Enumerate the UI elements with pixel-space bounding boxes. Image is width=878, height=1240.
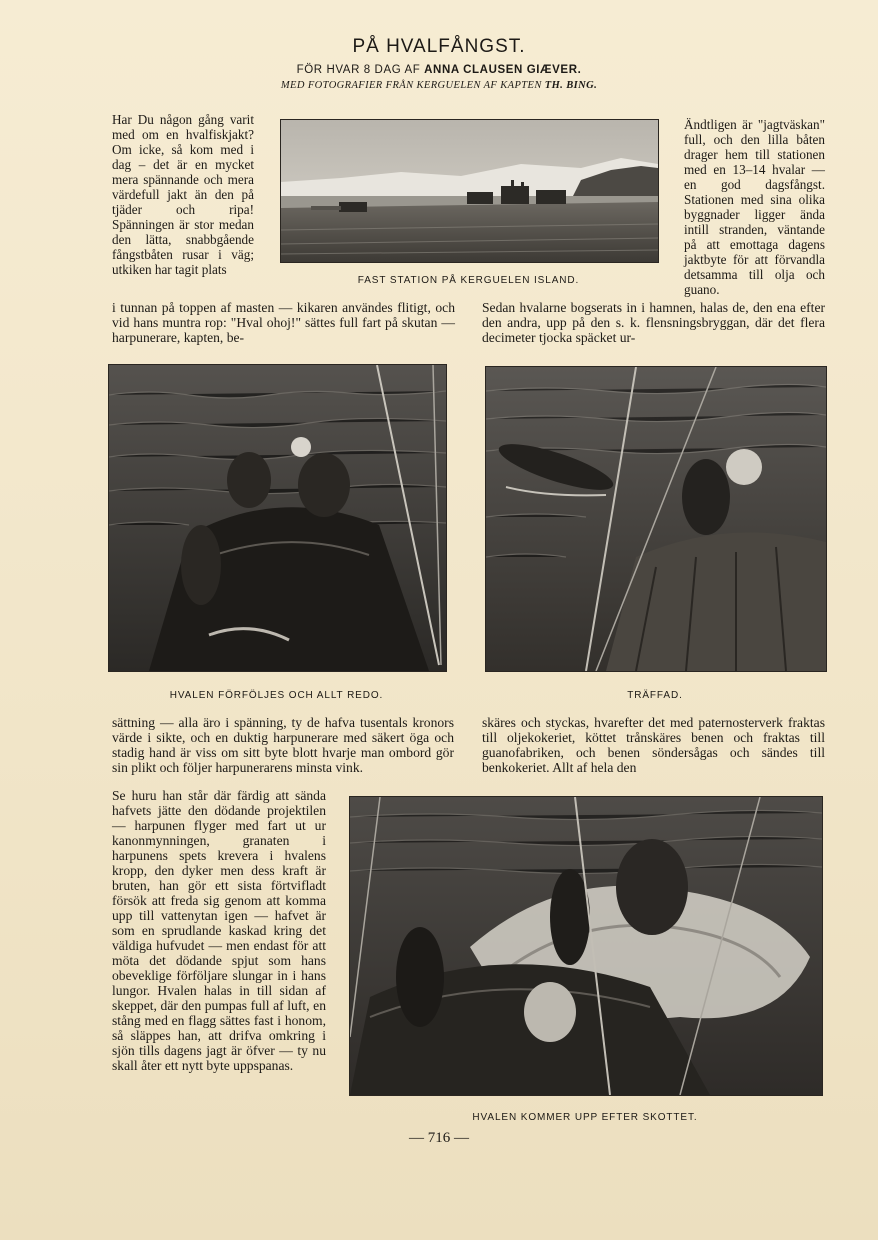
text-col-left-top: Har Du någon gång varit med om en hvalfiskjakt? Om icke, så kom med i dag – det är en mycket mera spännande och mera värdefull jakt än den på tjäder och ripa! Spänningen är stor medan den lätta, snabbgående fångstbåten rusar i väg; utkiken har tagit plats bbox=[112, 112, 254, 277]
article-title: PÅ HVALFÅNGST. bbox=[352, 36, 526, 57]
text-mid-right: skäres och styckas, hvarefter det med paternosterverk fraktas till oljekokeriet, köttet trånskäres benen och fraktas till guanofabriken, och benen söndersågas och sändes till benkokeriet. Allt af hela den bbox=[482, 715, 825, 775]
photo-pursuit bbox=[108, 364, 447, 672]
text-col-right-top: Ändtligen är "jagtväskan" full, och den lilla båten drager hem till stationen med en 13–14 hvalar — en god dagsfångst. Stationen med sina olika byggnader ligger ända intill stranden, väntande på att emottaga dagens jaktbyte för att förvandla detsamma till olja och guano. bbox=[684, 117, 825, 297]
caption-station: FAST STATION PÅ KERGUELEN ISLAND. bbox=[357, 275, 580, 286]
caption-hit: TRÄFFAD. bbox=[627, 690, 683, 701]
byline bbox=[0, 64, 878, 76]
byline-prefix: FÖR HVAR 8 DAG AF bbox=[296, 64, 425, 76]
photo-credit bbox=[0, 80, 878, 91]
text-bottom-left: Se huru han står där färdig att sända hafvets jätte den dödande projektilen — harpunen flyger med fart ut ur kanonmynningen, granaten i harpunens spets krevera i hvalens kropp, den dyker men dess kraft är bruten, han gör ett sista förtvifladt försök att freda sig genom att komma upp till vattenytan igen — hafvet är som en sprudlande kaskad kring det väldiga hufvudet — men endast för att möta det dödande spjut som hans obeveklige förföljare slungar in i hans lungor. Hvalen halas in till sidan af skeppet, där den pumpas full af luft, en stång med en flagg sättes fast i honom, så släppes han, att drifva omkring i sjön tills dagens jagt är öfver — ty nu skall åter ett nytt byte uppspanas. bbox=[112, 788, 326, 1073]
author-name: ANNA CLAUSEN GIÆVER. bbox=[424, 64, 582, 76]
photo-hit bbox=[485, 366, 827, 672]
page-number: — 716 — bbox=[409, 1130, 469, 1146]
caption-pursuit: HVALEN FÖRFÖLJES OCH ALLT REDO. bbox=[169, 690, 384, 701]
photographer-name: TH. BING. bbox=[544, 80, 598, 91]
credit-prefix: MED FOTOGRAFIER FRÅN KERGUELEN AF KAPTEN bbox=[280, 80, 545, 91]
text-col-left-full: i tunnan på toppen af masten — kikaren användes flitigt, och vid hans muntra rop: "Hval ohoj!" sättes full fart på skutan — harpunerare, kapten, be- bbox=[112, 300, 455, 345]
photo-surfacing bbox=[349, 796, 823, 1096]
text-mid-left: sättning — alla äro i spänning, ty de hafva tusentals kronors värde i sikte, och en duktig harpunerare med säkert öga och stadig hand är viss om sitt byte blott hvarje man ombord gör sin plikt och följer harpunerarens minsta vink. bbox=[112, 715, 454, 775]
text-col-right-full: Sedan hvalarne bogserats in i hamnen, halas de, den ena efter den andra, upp på den s. k. flensningsbryggan, där det flera decimeter tjocka späcket ur- bbox=[482, 300, 825, 345]
caption-surfacing: HVALEN KOMMER UPP EFTER SKOTTET. bbox=[472, 1112, 698, 1123]
photo-station bbox=[280, 119, 659, 263]
